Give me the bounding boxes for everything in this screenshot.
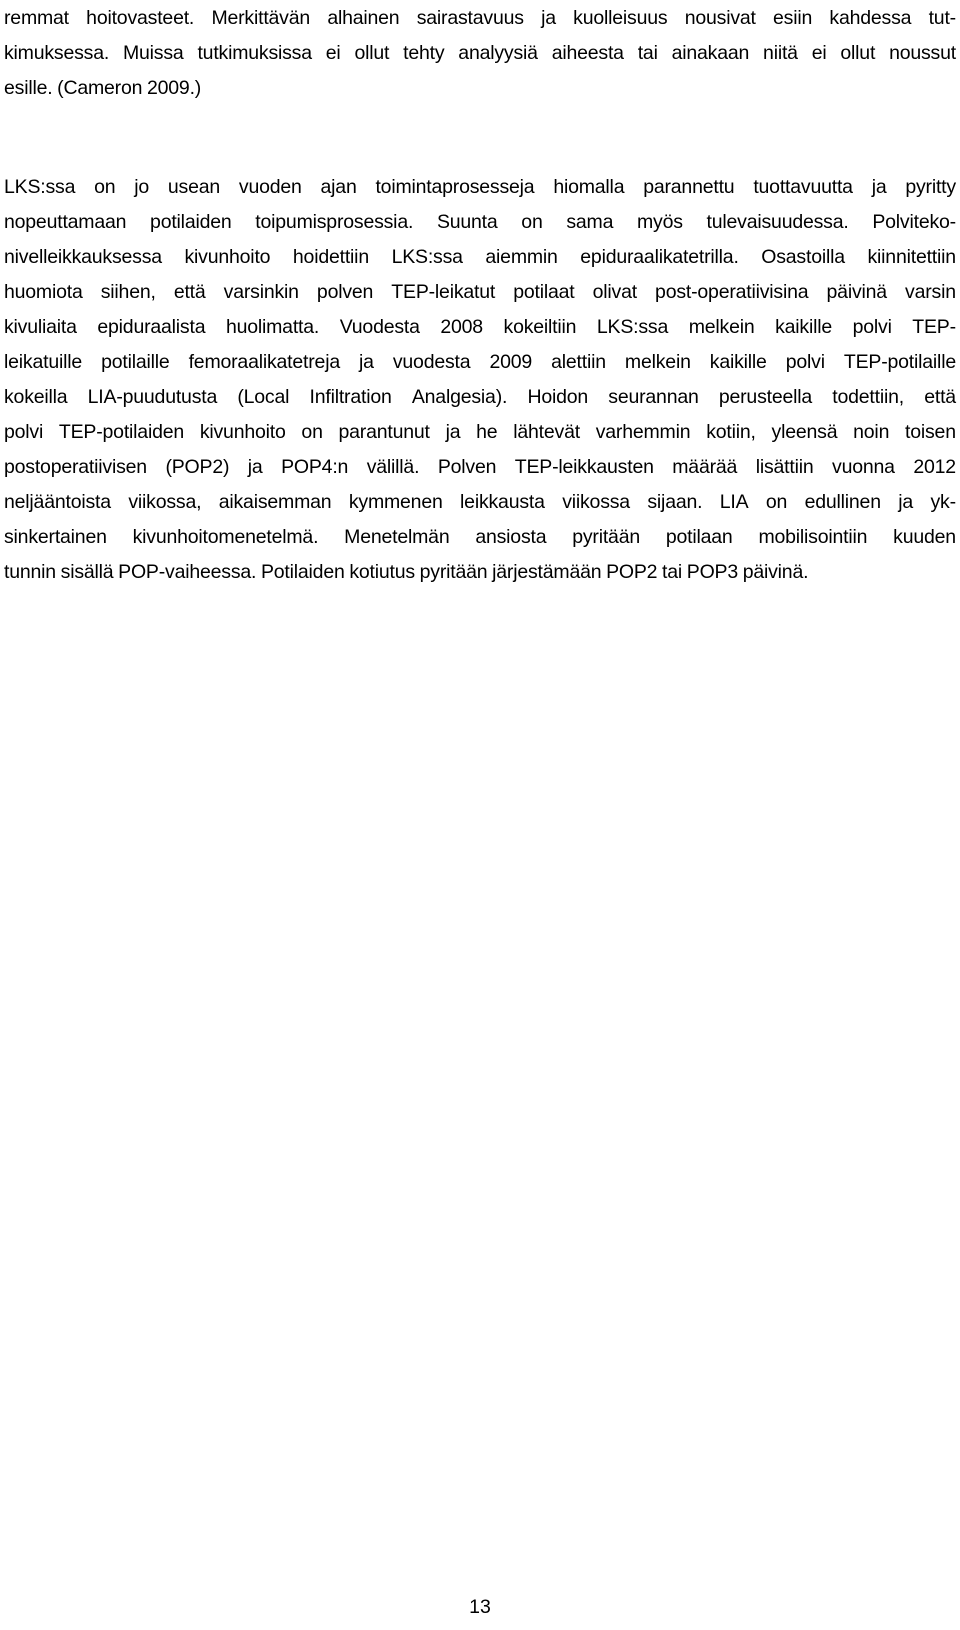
text-line: esille. (Cameron 2009.)	[4, 77, 202, 99]
page-number: 13	[469, 1596, 491, 1618]
text-line: kimuksessa. Muissa tutkimuksissa ei ollut tehty analyysiä aiheesta tai ainakaan niitä ei ollut noussut	[4, 42, 956, 64]
text-line: kokeilla LIA-puudutusta (Local Infiltration Analgesia). Hoidon seurannan perusteella todettiin, että	[4, 386, 956, 408]
text-line: sinkertainen kivunhoitomenetelmä. Menetelmän ansiosta pyritään potilaan mobilisointiin kuuden	[4, 526, 956, 548]
text-line: remmat hoitovasteet. Merkittävän alhainen sairastavuus ja kuolleisuus nousivat esiin kahdessa tut-	[4, 7, 956, 29]
text-line: LKS:ssa on jo usean vuoden ajan toimintaprosesseja hiomalla parannettu tuottavuutta ja pyritty	[4, 176, 956, 198]
text-line: polvi TEP-potilaiden kivunhoito on parantunut ja he lähtevät varhemmin kotiin, yleensä noin toisen	[4, 421, 956, 443]
text-line: neljääntoista viikossa, aikaisemman kymmenen leikkausta viikossa sijaan. LIA on edullinen ja yk-	[4, 491, 956, 513]
text-line: kivuliaita epiduraalista huolimatta. Vuodesta 2008 kokeiltiin LKS:ssa melkein kaikille polvi TEP-	[4, 316, 956, 338]
text-line: postoperatiivisen (POP2) ja POP4:n välillä. Polven TEP-leikkausten määrää lisättiin vuonna 2012	[4, 456, 956, 478]
text-line: huomiota siihen, että varsinkin polven TEP-leikatut potilaat olivat post-operatiivisina päivinä varsin	[4, 281, 956, 303]
text-line: leikatuille potilaille femoraalikatetreja ja vuodesta 2009 alettiin melkein kaikille polvi TEP-potilaille	[4, 351, 956, 373]
text-line: nivelleikkauksessa kivunhoito hoidettiin LKS:ssa aiemmin epiduraalikatetrilla. Osastoilla kiinnitettiin	[4, 246, 956, 268]
text-line: nopeuttamaan potilaiden toipumisprosessia. Suunta on sama myös tulevaisuudessa. Polviteko-	[4, 211, 956, 233]
text-line: tunnin sisällä POP-vaiheessa. Potilaiden kotiutus pyritään järjestämään POP2 tai POP3 päivinä.	[4, 561, 809, 583]
